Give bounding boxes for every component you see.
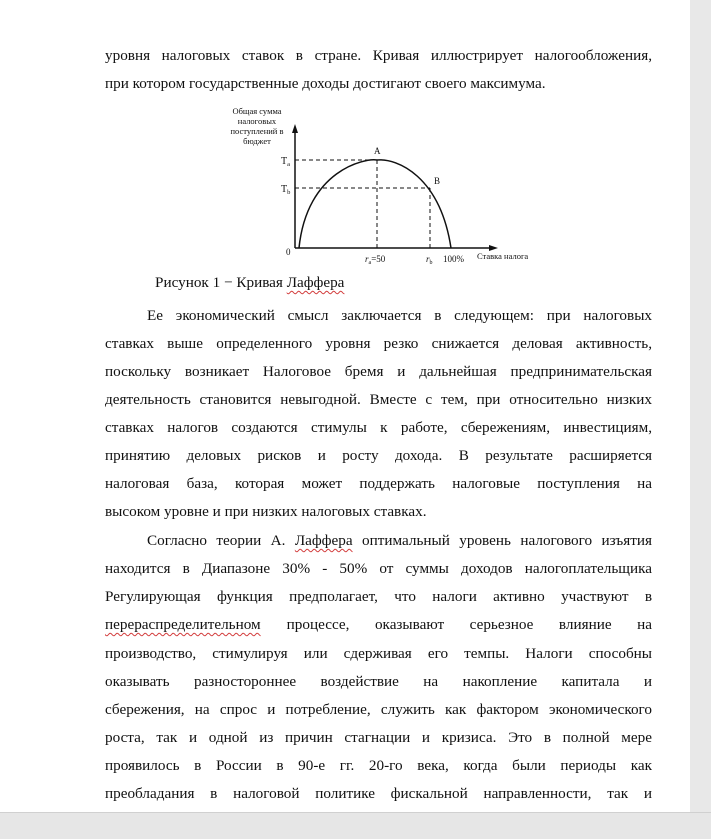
spellcheck-word: Лаффера <box>294 532 353 549</box>
para1-line-4: деятельность становится невыгодной. Вместе с тем, при относительно низких <box>105 391 652 408</box>
page-margin-right <box>690 0 711 838</box>
para2-line-1: Согласно теории А. Лаффера оптимальный уровень налогового изъятия <box>147 532 652 549</box>
para2-line-3: Регулирующая функция предполагает, что налоги активно участвуют в <box>105 588 652 605</box>
figure-caption: Рисунок 1 − Кривая Лаффера <box>155 274 345 291</box>
para2-line-2: находится в Диапазоне 30% - 50% от суммы доходов налогоплательщика <box>105 560 652 577</box>
intro-line-1: уровня налоговых ставок в стране. Кривая иллюстрирует налогообложения, <box>105 47 652 64</box>
ta-label: $T_a$ <box>281 156 290 168</box>
para1-line-1: Ее экономический смысл заключается в следующем: при налоговых <box>147 307 652 324</box>
para2-line-5: производство, стимулируя или сдерживая его темпы. Налоги способны <box>105 645 652 662</box>
x-axis-label: Ставка налога <box>477 251 529 261</box>
para2-line-7: сбережения, на спрос и потребление, служить как фактором экономического <box>105 701 652 718</box>
para2-line-4: перераспределительном процессе, оказывают серьезное влияние на <box>105 611 652 639</box>
intro-line-2: при котором государственные доходы достигают своего максимума. <box>105 75 546 92</box>
ra-label: $r_a=50$ <box>365 254 386 266</box>
para1-line-3: поскольку возникает Налоговое бремя и дальнейшая предпринимательская <box>105 363 652 380</box>
y-axis-arrow <box>292 124 298 133</box>
y-axis-label-line-1: Общая сумма <box>232 106 282 116</box>
origin-label: 0 <box>286 247 291 257</box>
laffer-curve <box>299 160 451 248</box>
max-rate-label: 100% <box>443 254 464 264</box>
point-a-label: A <box>374 146 381 156</box>
spellcheck-word: Лаффера <box>286 274 345 291</box>
status-bar <box>0 812 711 839</box>
para1-line-2: ставках выше определенного уровня резко снижается деловая активность, <box>105 335 652 352</box>
para2-line-9: проявилось в России в 90-е гг. 20-го века, когда были периоды как <box>105 757 652 774</box>
para2-line-6: оказывать разностороннее воздействие на накопление капитала и <box>105 673 652 690</box>
para1-line-7: налоговая база, которая может поддержать налоговые поступления на <box>105 475 652 492</box>
y-axis-label-line-2: налоговых <box>237 116 277 126</box>
tb-label: $T_b$ <box>281 184 291 196</box>
para1-line-6: принятию деловых рисков и росту дохода. В результате расширяется <box>105 447 652 464</box>
para2-line-10: преобладания в налоговой политике фискальной направленности, так и <box>105 785 652 802</box>
rb-label: $r_b$ <box>426 254 433 266</box>
y-axis-label-line-3: поступлений в <box>230 126 284 136</box>
laffer-curve-figure <box>215 100 545 270</box>
spellcheck-word: перераспределительном <box>105 616 261 633</box>
para2-line-8: роста, так и одной из причин стагнации и кризиса. Это в полной мере <box>105 729 652 746</box>
point-b-label: B <box>434 176 441 186</box>
y-axis-label-line-4: бюджет <box>243 136 271 146</box>
para1-line-8: высоком уровне и при низких налоговых ставках. <box>105 503 427 520</box>
para1-line-5: ставках налогов создаются стимулы к работе, сбережениям, инвестициям, <box>105 419 652 436</box>
